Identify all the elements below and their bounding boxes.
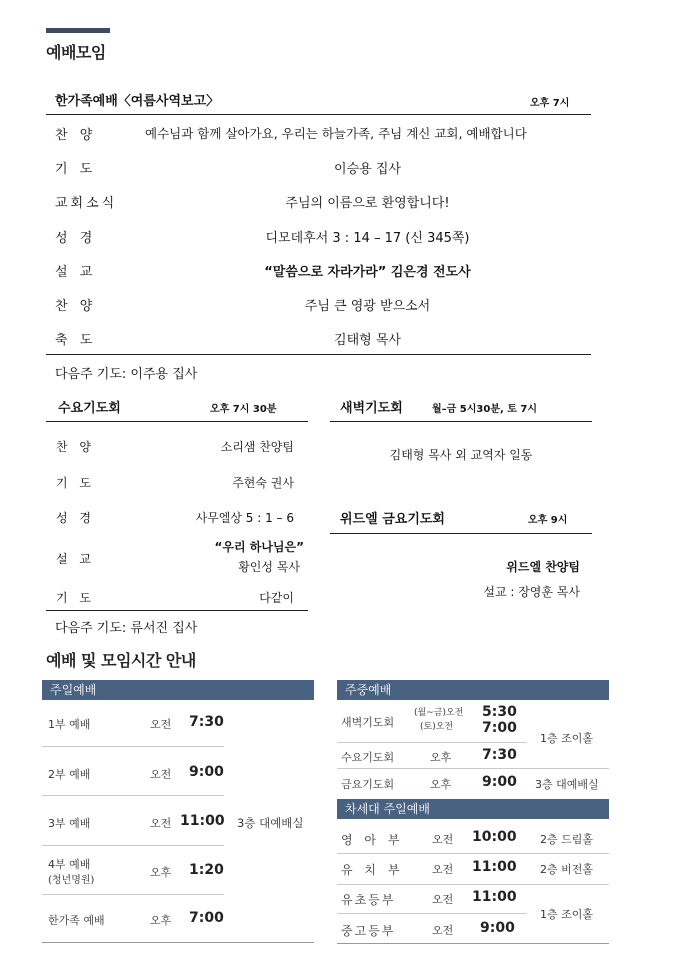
wednesday-header: 수요기도회: [58, 401, 121, 416]
table-row-time: 7:00: [189, 910, 224, 926]
order-label: 찬 양: [56, 440, 95, 454]
divider: [46, 114, 591, 115]
order-value: 다같이: [259, 591, 294, 605]
table-row-name: 새벽기도회: [341, 716, 395, 729]
table-row-ampm: 오전: [150, 817, 172, 830]
row-divider: [337, 768, 609, 769]
sunday-location: 3층 대예배실: [237, 816, 304, 830]
row-divider: [42, 894, 224, 895]
wednesday-time: 오후 7시 30분: [210, 404, 277, 415]
order-label: 기 도: [56, 591, 95, 605]
title-accent-bar: [46, 28, 110, 33]
table-bottom-rule: [42, 942, 314, 943]
order-value: 예수님과 함께 살아가요, 우리는 하늘가족, 주님 계신 교회, 예배합니다: [145, 126, 527, 141]
table-row-time: 7:30: [482, 747, 517, 763]
table-row-ampm: 오전: [432, 863, 454, 876]
order-label: 성 경: [56, 511, 95, 525]
table-row-time: 7:00: [482, 720, 517, 736]
table-row-name: 중고등부: [341, 924, 396, 938]
order-value: “우리 하나님은”: [214, 540, 304, 554]
table-row-ampm: (월~금)오전: [414, 708, 464, 718]
table-row-name: 4부 예배: [48, 858, 91, 871]
table-row-place: 2층 드림홀: [540, 833, 593, 846]
sunday-table-header: 주일예배: [42, 680, 314, 700]
table-row-ampm: 오전: [432, 833, 454, 846]
nextgen-shared-place: 1층 조이홀: [540, 908, 593, 921]
row-divider: [337, 742, 527, 743]
table-row-time: 7:30: [189, 714, 224, 730]
table-row-ampm: 오전: [432, 893, 454, 906]
table-row-name: 2부 예배: [48, 768, 91, 781]
row-divider: [42, 845, 224, 846]
order-value: 주님의 이름으로 환영합니다!: [285, 196, 450, 211]
order-value: 디모데후서 3 : 14 – 17 (신 345쪽): [265, 231, 470, 246]
wednesday-next-prayer: 다음주 기도: 류서진 집사: [55, 621, 198, 636]
table-row-time: 11:00: [472, 889, 517, 905]
family-worship-header: 한가족예배〈여름사역보고〉: [55, 94, 220, 109]
table-row-time: 9:00: [482, 774, 517, 790]
order-value: 소리샘 찬양팀: [220, 440, 294, 454]
table-bottom-rule: [337, 943, 609, 944]
dawn-body: 김태형 목사 외 교역자 일동: [389, 448, 533, 462]
table-row-name: 1부 예배: [48, 718, 91, 731]
table-row-ampm: 오후: [150, 914, 172, 927]
friday-time: 오후 9시: [528, 515, 568, 526]
order-label: 설 교: [56, 552, 95, 566]
order-label: 교회소식: [55, 196, 118, 211]
table-row-ampm: 오후: [150, 866, 172, 879]
weekday-table-header: 주중예배: [337, 680, 609, 700]
family-next-prayer: 다음주 기도: 이주용 집사: [55, 367, 198, 382]
table-row-ampm: 오후: [430, 778, 452, 791]
table-row-place: 3층 대예배실: [535, 778, 599, 791]
friday-header: 위드엘 금요기도회: [340, 512, 445, 527]
dawn-header: 새벽기도회: [340, 401, 403, 416]
dawn-time: 월–금 5시30분, 토 7시: [432, 404, 538, 415]
table-row-ampm: 오전: [150, 718, 172, 731]
row-divider: [42, 795, 224, 796]
table-row-ampm: 오후: [430, 751, 452, 764]
table-row-name: 영 아 부: [341, 833, 404, 847]
order-label: 성 경: [55, 231, 97, 246]
table-row-time: 9:00: [480, 920, 515, 936]
order-value: 김태형 목사: [334, 333, 401, 348]
order-value: 사무엘상 5 : 1 – 6: [195, 511, 294, 525]
order-value-preacher: 황인성 목사: [238, 560, 300, 574]
schedule-title: 예배 및 모임시간 안내: [46, 651, 196, 670]
row-divider: [42, 746, 224, 747]
table-row-name: 수요기도회: [341, 751, 395, 764]
nextgen-table-header: 차세대 주일예배: [337, 799, 609, 819]
order-value: 이승용 집사: [334, 162, 401, 177]
table-row-time: 11:00: [180, 813, 225, 829]
row-divider: [337, 853, 609, 854]
divider: [330, 533, 592, 534]
family-worship-time: 오후 7시: [530, 98, 570, 109]
divider: [46, 421, 308, 422]
table-row-time: 11:00: [472, 859, 517, 875]
order-value: 주님 큰 영광 받으소서: [304, 299, 431, 314]
page-title: 예배모임: [46, 43, 106, 62]
table-row-name: 한가족 예배: [48, 914, 105, 927]
table-row-time: 10:00: [472, 829, 517, 845]
order-value: 주현숙 권사: [232, 476, 294, 490]
table-row-time: 9:00: [189, 764, 224, 780]
order-value: “말씀으로 자라가라” 김은경 전도사: [264, 265, 471, 280]
friday-preacher: 설교 : 장영훈 목사: [483, 585, 580, 599]
table-row-ampm: (토)오전: [420, 722, 454, 732]
order-label: 기 도: [56, 476, 95, 490]
table-row-name: 유 치 부: [341, 863, 404, 877]
table-row-ampm: 오전: [432, 924, 454, 937]
divider: [330, 421, 592, 422]
order-label: 기 도: [55, 162, 97, 177]
table-row-place: 2층 비전홀: [540, 863, 593, 876]
weekday-shared-place: 1층 조이홀: [540, 732, 593, 745]
table-row-name: 유초등부: [341, 893, 396, 907]
table-row-time: 5:30: [482, 704, 517, 720]
row-divider: [337, 913, 527, 914]
friday-team: 위드엘 찬양팀: [506, 560, 580, 574]
order-label: 축 도: [55, 333, 97, 348]
table-row-name: 3부 예배: [48, 817, 91, 830]
table-row-time: 1:20: [189, 862, 224, 878]
order-label: 찬 양: [55, 128, 97, 143]
order-label: 설 교: [55, 265, 97, 280]
divider: [46, 610, 308, 611]
table-row-ampm: 오전: [150, 768, 172, 781]
order-label: 찬 양: [55, 299, 97, 314]
table-row-name: 금요기도회: [341, 778, 395, 791]
row-divider: [337, 884, 609, 885]
table-row-sub: (청년명원): [48, 875, 95, 886]
divider: [46, 354, 591, 355]
